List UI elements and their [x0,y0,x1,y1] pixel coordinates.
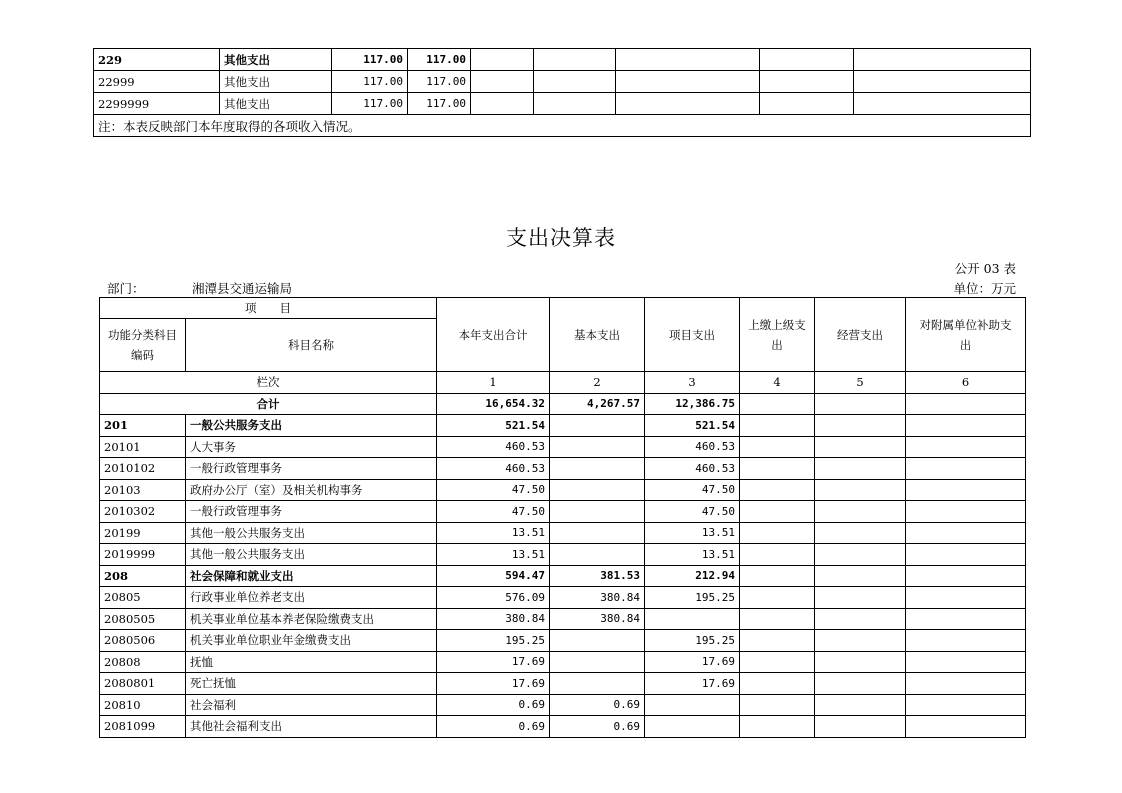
row-upper [740,565,815,587]
row-name: 社会福利 [186,694,437,716]
row-subsidy [906,651,1026,673]
row-project: 17.69 [645,673,740,695]
row-basic [550,630,645,652]
row-project: 47.50 [645,501,740,523]
row-name: 一般公共服务支出 [186,415,437,437]
row-project [645,694,740,716]
row-name: 机关事业单位基本养老保险缴费支出 [186,608,437,630]
row-code: 2080801 [100,673,186,695]
table-row [100,694,1026,716]
row-subsidy [906,415,1026,437]
table-note: 注：本表反映部门本年度取得的各项收入情况。 [94,115,1031,137]
row-upper [740,544,815,566]
empty-cell [534,93,616,115]
row-operating [815,608,906,630]
header-lanci: 栏次 [100,372,437,394]
total-label: 合计 [100,393,437,415]
table-row [100,544,1026,566]
row-total: 17.69 [437,651,550,673]
row-name: 行政事业单位养老支出 [186,587,437,609]
row-operating [815,458,906,480]
row-upper [740,630,815,652]
header-name: 科目名称 [186,319,437,372]
row-code: 20103 [100,479,186,501]
table-row [100,673,1026,695]
header-operating: 经营支出 [815,298,906,372]
empty-cell [760,93,854,115]
row-basic [550,479,645,501]
row-operating [815,716,906,738]
row-name: 政府办公厅（室）及相关机构事务 [186,479,437,501]
table-row [100,415,1026,437]
empty-cell [471,71,534,93]
empty-cell [760,71,854,93]
empty-cell [616,71,760,93]
row-upper [740,479,815,501]
previous-table-fragment [93,48,1031,137]
row-subsidy [906,694,1026,716]
total-amount: 16,654.32 [437,393,550,415]
table-row [100,522,1026,544]
row-project: 521.54 [645,415,740,437]
row-total: 521.54 [437,415,550,437]
row-operating [815,694,906,716]
table-row [100,501,1026,523]
row-subsidy [906,458,1026,480]
row-basic [550,415,645,437]
table-row [100,479,1026,501]
table-row [94,49,1031,71]
row-name: 其他一般公共服务支出 [186,544,437,566]
empty-cell [616,93,760,115]
row-basic: 380.84 [550,587,645,609]
table-row [100,436,1026,458]
table-row [100,587,1026,609]
header-code: 功能分类科目编码 [100,319,186,372]
row-code: 2081099 [100,716,186,738]
row-code: 2080506 [100,630,186,652]
row-name: 其他支出 [220,93,332,115]
col-number: 1 [437,372,550,394]
row-code: 208 [100,565,186,587]
row-name: 其他支出 [220,49,332,71]
row-upper [740,522,815,544]
row-code: 20805 [100,587,186,609]
row-value: 117.00 [332,71,408,93]
row-code: 20808 [100,651,186,673]
row-code: 2019999 [100,544,186,566]
col-number: 5 [815,372,906,394]
row-total: 460.53 [437,436,550,458]
header-subsidy: 对附属单位补助支出 [906,298,1026,372]
row-code: 201 [100,415,186,437]
header-upper: 上缴上级支出 [740,298,815,372]
row-operating [815,630,906,652]
unit-label: 单位：万元 [953,281,1016,296]
row-basic [550,458,645,480]
table-row [100,458,1026,480]
empty-cell [760,49,854,71]
form-number: 公开 03 表 [954,261,1016,276]
col-number: 4 [740,372,815,394]
row-name: 其他社会福利支出 [186,716,437,738]
row-project: 47.50 [645,479,740,501]
row-operating [815,651,906,673]
total-subsidy [906,393,1026,415]
row-total: 576.09 [437,587,550,609]
row-subsidy [906,587,1026,609]
col-number: 6 [906,372,1026,394]
row-code: 20199 [100,522,186,544]
table-row [94,71,1031,93]
row-code: 20810 [100,694,186,716]
row-operating [815,673,906,695]
row-project: 212.94 [645,565,740,587]
row-code: 2080505 [100,608,186,630]
row-operating [815,544,906,566]
row-operating [815,501,906,523]
row-total: 13.51 [437,522,550,544]
row-operating [815,479,906,501]
empty-cell [854,93,1031,115]
row-upper [740,436,815,458]
row-basic: 0.69 [550,694,645,716]
row-basic [550,436,645,458]
row-subsidy [906,522,1026,544]
row-upper [740,694,815,716]
row-total: 0.69 [437,694,550,716]
row-subsidy [906,436,1026,458]
row-value: 117.00 [408,93,471,115]
row-value: 117.00 [408,49,471,71]
row-code: 2010302 [100,501,186,523]
row-basic: 380.84 [550,608,645,630]
total-basic: 4,267.57 [550,393,645,415]
row-project: 195.25 [645,587,740,609]
empty-cell [471,49,534,71]
row-code: 2299999 [94,93,220,115]
row-basic [550,522,645,544]
table-row [94,93,1031,115]
empty-cell [471,93,534,115]
row-operating [815,587,906,609]
row-basic: 381.53 [550,565,645,587]
row-operating [815,415,906,437]
row-upper [740,458,815,480]
row-total: 594.47 [437,565,550,587]
row-subsidy [906,630,1026,652]
row-name: 社会保障和就业支出 [186,565,437,587]
row-code: 229 [94,49,220,71]
row-upper [740,501,815,523]
page-title: 支出决算表 [506,226,616,250]
row-project: 13.51 [645,544,740,566]
table-row [100,716,1026,738]
row-name: 人大事务 [186,436,437,458]
row-subsidy [906,479,1026,501]
row-code: 20101 [100,436,186,458]
empty-cell [534,71,616,93]
row-basic [550,651,645,673]
row-value: 117.00 [332,49,408,71]
row-upper [740,651,815,673]
col-number: 2 [550,372,645,394]
row-subsidy [906,673,1026,695]
row-name: 一般行政管理事务 [186,458,437,480]
row-project [645,608,740,630]
table-row [100,608,1026,630]
total-project: 12,386.75 [645,393,740,415]
row-project: 195.25 [645,630,740,652]
row-total: 195.25 [437,630,550,652]
header-total: 本年支出合计 [437,298,550,372]
header-project: 项目支出 [645,298,740,372]
row-subsidy [906,544,1026,566]
table-row [100,630,1026,652]
row-basic [550,544,645,566]
row-total: 17.69 [437,673,550,695]
total-operating [815,393,906,415]
row-project: 460.53 [645,458,740,480]
header-basic: 基本支出 [550,298,645,372]
row-upper [740,415,815,437]
row-subsidy [906,501,1026,523]
row-total: 0.69 [437,716,550,738]
empty-cell [616,49,760,71]
row-operating [815,565,906,587]
row-operating [815,436,906,458]
row-total: 47.50 [437,479,550,501]
row-upper [740,716,815,738]
row-value: 117.00 [332,93,408,115]
expenditure-table [99,297,1026,738]
row-operating [815,522,906,544]
row-subsidy [906,716,1026,738]
row-basic [550,501,645,523]
row-name: 机关事业单位职业年金缴费支出 [186,630,437,652]
row-basic [550,673,645,695]
row-name: 其他支出 [220,71,332,93]
row-code: 2010102 [100,458,186,480]
row-project: 13.51 [645,522,740,544]
empty-cell [534,49,616,71]
row-subsidy [906,565,1026,587]
row-name: 其他一般公共服务支出 [186,522,437,544]
empty-cell [854,71,1031,93]
department-name: 湘潭县交通运输局 [192,281,293,296]
row-value: 117.00 [408,71,471,93]
row-total: 13.51 [437,544,550,566]
row-upper [740,673,815,695]
department-label: 部门： [107,281,145,296]
row-project [645,716,740,738]
row-code: 22999 [94,71,220,93]
row-upper [740,608,815,630]
row-subsidy [906,608,1026,630]
row-name: 一般行政管理事务 [186,501,437,523]
row-total: 47.50 [437,501,550,523]
row-basic: 0.69 [550,716,645,738]
row-upper [740,587,815,609]
col-number: 3 [645,372,740,394]
total-upper [740,393,815,415]
row-total: 380.84 [437,608,550,630]
empty-cell [854,49,1031,71]
row-project: 460.53 [645,436,740,458]
header-item: 项 目 [100,298,437,319]
table-row [100,651,1026,673]
row-name: 死亡抚恤 [186,673,437,695]
row-name: 抚恤 [186,651,437,673]
table-row [100,565,1026,587]
row-project: 17.69 [645,651,740,673]
row-total: 460.53 [437,458,550,480]
